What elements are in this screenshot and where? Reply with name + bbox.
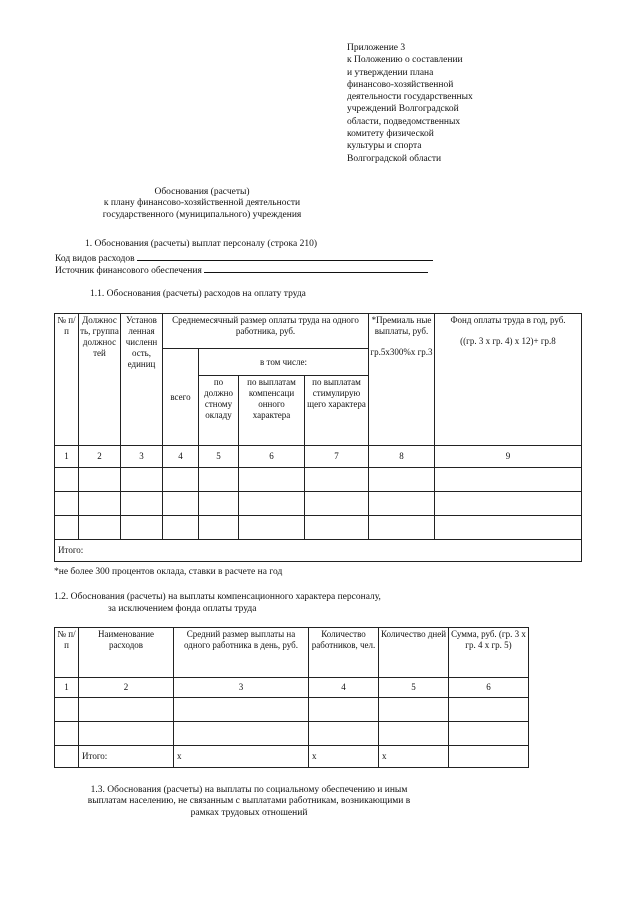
column-number: 3 [174, 678, 309, 698]
table-cell[interactable] [79, 492, 121, 516]
table-cell[interactable] [55, 516, 79, 540]
table-cell[interactable] [305, 516, 369, 540]
table-cell[interactable] [305, 468, 369, 492]
table-cell[interactable] [121, 468, 163, 492]
section-1-2-heading-line-2: за исключением фонда оплаты труда [108, 604, 257, 614]
table-cell[interactable] [163, 516, 199, 540]
column-number: 7 [305, 446, 369, 468]
header-avg-payment: Средний размер выплаты на одного работника в день, руб. [174, 628, 309, 678]
section-1-1-heading: 1.1. Обоснования (расчеты) расходов на оплату труда [90, 289, 306, 299]
funding-source-label: Источник финансового обеспечения [55, 266, 202, 276]
header-avg-salary: Среднемесячный размер оплаты труда на одного работника, руб. [163, 314, 369, 349]
table-cell[interactable] [55, 492, 79, 516]
table-cell[interactable] [199, 492, 239, 516]
table-cell[interactable] [379, 698, 449, 722]
header-position: Должнос ть, группа должнос тей [79, 314, 121, 446]
table-cell[interactable] [309, 698, 379, 722]
column-number: 1 [55, 446, 79, 468]
header-num: № п/п [55, 628, 79, 678]
header-fund-formula: ((гр. 3 х гр. 4) х 12)+ гр.8 [460, 336, 556, 346]
compensation-table [54, 627, 529, 768]
header-fund [435, 314, 582, 446]
header-bonus [369, 314, 435, 446]
labor-cost-table [54, 313, 582, 562]
appendix-line: культуры и спорта [347, 141, 422, 152]
column-number: 2 [79, 446, 121, 468]
section-1-heading: 1. Обоснования (расчеты) выплат персоналу (строка 210) [85, 239, 318, 249]
appendix-line: области, подведомственных [347, 116, 461, 127]
table-row [55, 698, 529, 722]
appendix-line: и утверждении плана [347, 67, 434, 78]
header-name: Наименование расходов [79, 628, 174, 678]
table-cell[interactable] [121, 516, 163, 540]
column-number: 2 [79, 678, 174, 698]
appendix-line: Приложение 3 [347, 43, 406, 53]
header-staff: Установ ленная численн ость, единиц [121, 314, 163, 446]
table-cell[interactable] [239, 468, 305, 492]
header-num: № п/п [55, 314, 79, 446]
table-cell[interactable] [369, 516, 435, 540]
table-cell [55, 746, 79, 768]
column-number: 5 [199, 446, 239, 468]
table-cell[interactable] [163, 468, 199, 492]
total-row [55, 746, 529, 768]
title-line-1: Обоснования (расчеты) [154, 187, 250, 197]
appendix-line: учреждений Волгоградской [347, 104, 459, 115]
header-fund-label: Фонд оплаты труда в год, руб. [450, 315, 566, 325]
section-1-3-line-3: рамках трудовых отношений [190, 807, 308, 818]
column-number: 6 [449, 678, 529, 698]
section-1-3-line-2: выплатам населению, не связанным с выплатами работникам, возникающими в [87, 796, 411, 807]
column-number: 6 [239, 446, 305, 468]
table-cell[interactable] [369, 468, 435, 492]
footnote: *не более 300 процентов оклада, ставки в расчете на год [54, 567, 283, 577]
appendix-line: финансово-хозяйственной [347, 79, 454, 90]
column-number: 5 [379, 678, 449, 698]
table-cell[interactable] [305, 492, 369, 516]
table-cell[interactable] [369, 492, 435, 516]
funding-source-field[interactable] [204, 264, 428, 273]
column-number: 9 [435, 446, 582, 468]
table-cell[interactable] [199, 516, 239, 540]
header-incentive: по выплатам стимулирую щего характера [305, 376, 369, 446]
total-label: Итого: [55, 540, 582, 562]
appendix-line: деятельности государственных [347, 92, 473, 103]
x-mark: x [309, 746, 379, 768]
header-sum: Сумма, руб. (гр. 3 х гр. 4 х гр. 5) [449, 628, 529, 678]
table-row [55, 722, 529, 746]
table-cell[interactable] [121, 492, 163, 516]
column-number: 8 [369, 446, 435, 468]
section-1-3-heading [54, 785, 444, 819]
table-cell[interactable] [449, 722, 529, 746]
expense-code-field[interactable] [137, 252, 433, 261]
appendix-header [347, 42, 527, 165]
total-label: Итого: [79, 746, 174, 768]
header-by-salary: по должно стному окладу [199, 376, 239, 446]
header-days: Количество дней [379, 628, 449, 678]
appendix-line: Волгоградской области [347, 153, 442, 164]
title-line-3: государственного (муниципального) учреждения [102, 209, 302, 220]
x-mark: x [379, 746, 449, 768]
table-cell[interactable] [174, 722, 309, 746]
appendix-line: к Положению о составлении [347, 55, 463, 66]
total-row [55, 540, 582, 562]
table-cell[interactable] [239, 516, 305, 540]
column-number: 4 [163, 446, 199, 468]
header-compensation: по выплатам компенсаци онного характера [239, 376, 305, 446]
table-cell[interactable] [55, 698, 79, 722]
header-bonus-formula: гр.5х300%х гр.3 [370, 347, 433, 357]
header-bonus-label: *Премиаль ные выплаты, руб. [371, 315, 432, 336]
table-cell[interactable] [55, 468, 79, 492]
table-row [55, 468, 582, 492]
table-row [55, 516, 582, 540]
table-row [55, 492, 582, 516]
column-number: 4 [309, 678, 379, 698]
table-cell[interactable] [435, 516, 582, 540]
header-including: в том числе: [199, 349, 369, 376]
table-cell[interactable] [449, 746, 529, 768]
table-cell[interactable] [199, 468, 239, 492]
column-number: 3 [121, 446, 163, 468]
table-cell[interactable] [174, 698, 309, 722]
table-cell[interactable] [79, 722, 174, 746]
table-cell[interactable] [449, 698, 529, 722]
table-cell[interactable] [309, 722, 379, 746]
header-total: всего [163, 349, 199, 446]
table-cell[interactable] [239, 492, 305, 516]
expense-code-label: Код видов расходов [55, 254, 135, 264]
x-mark: x [174, 746, 309, 768]
section-1-2-heading-line-1: 1.2. Обоснования (расчеты) на выплаты компенсационного характера персоналу, [54, 592, 381, 602]
table-cell[interactable] [379, 722, 449, 746]
table-cell[interactable] [79, 516, 121, 540]
funding-source-row [55, 264, 428, 277]
column-number: 1 [55, 678, 79, 698]
title-line-2: к плану финансово-хозяйственной деятельности [103, 198, 301, 209]
table-cell[interactable] [435, 492, 582, 516]
table-cell[interactable] [435, 468, 582, 492]
header-workers: Количество работников, чел. [309, 628, 379, 678]
appendix-line: комитету физической [347, 129, 434, 140]
section-1-3-line-1: 1.3. Обоснования (расчеты) на выплаты по социальному обеспечению и иным [90, 785, 408, 795]
table-cell[interactable] [79, 698, 174, 722]
table-cell[interactable] [55, 722, 79, 746]
table-cell[interactable] [163, 492, 199, 516]
document-title [80, 187, 324, 221]
table-cell[interactable] [79, 468, 121, 492]
